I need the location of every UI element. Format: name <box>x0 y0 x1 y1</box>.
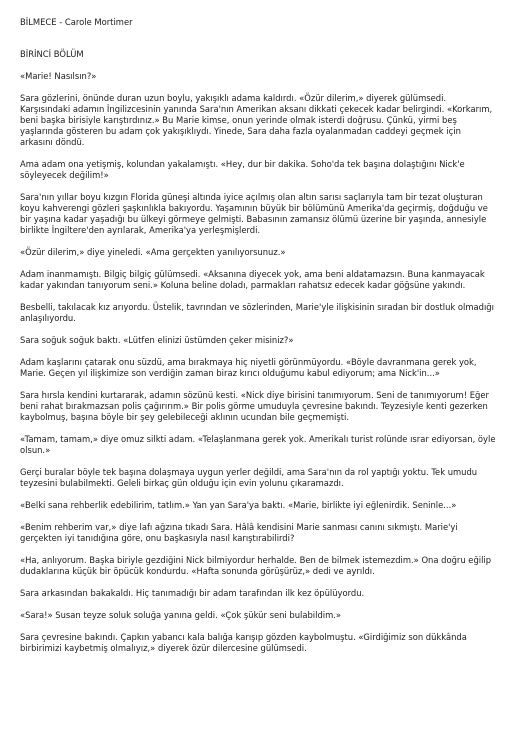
paragraph: Ama adam ona yetişmiş, kolundan yakalamıştı. «Hey, dur bir dakika. Soho'da tek başına dolaştığını Nick'e söyleyecek değilim!» <box>20 159 465 180</box>
paragraph: Sara arkasından bakakaldı. Hiç tanımadığı bir adam tarafından ilk kez öpülüyordu. <box>20 588 365 598</box>
paragraph: «Ha, anlıyorum. Başka biriyle gezdiğini Nick bilmiyordur herhalde. Ben de bilmek istemezdim.» Ona doğru eğilip dudaklarına küçük bir öpücük kondurdu. «Hafta sonunda görüşürüz,» dedi ve ayrıldı. <box>20 555 492 576</box>
chapter-body <box>20 71 496 654</box>
book-header: BİLMECE - Carole Mortimer <box>20 17 133 27</box>
paragraph: Sara çevresine bakındı. Çapkın yabancı kala balığa karışıp gözden kaybolmuştu. «Girdiğimiz son dükkânda birbirimizi kaybetmiş olmalıyız,» diyerek özür dilercesine gülümsedi. <box>20 632 467 653</box>
paragraph: «Tamam, tamam,» diye omuz silkti adam. «Telaşlanmana gerek yok. Amerikalı turist rolünde ısrar ediyorsan, öyle olsun.» <box>20 434 496 455</box>
paragraph: Sara hırsla kendini kurtararak, adamın sözünü kesti. «Nick diye birisini tanımıyorum. Seni de tanımıyorum! Eğer beni rahat bırakmazsan polis çağırırım.» Bir polis görme umuduyla çevresine bakındı. Teyzesiyle kenti gezerken kaybolmuş, başına böyle bir şey gelebileceği aklının ucundan bile geçmemişti. <box>20 390 489 422</box>
paragraph: Sara'nın yıllar boyu kızgın Florida güneşi altında iyice açılmış olan altın sarısı saçlarıyla tam bir tezat oluşturan koyu kahverengi gözleri şaşkınlıkla bakıyordu. Yaşamının büyük bir bölümünü Amerika'da geçirmiş, doğduğu ve bir yaşına kadar yaşadığı bu ülkeyi görmeye gelmişti. Babasının zamansız ölümü üzerine bir yaşında, annesiyle birlikte İngiltere'den ayrılarak, Amerika'ya yerleşmişlerdi. <box>20 192 488 235</box>
paragraph: Adam kaşlarını çatarak onu süzdü, ama bırakmaya hiç niyetli görünmüyordu. «Böyle davranmana gerek yok, Marie. Geçen yıl ilişkimize son verdiğin zaman biraz kırıcı olduğumu kabul ediyorum; ama Nick'in...» <box>20 357 477 378</box>
paragraph: «Sara!» Susan teyze soluk soluğa yanına geldi. «Çok şükür seni bulabildim.» <box>20 610 342 620</box>
paragraph: Sara soğuk soğuk baktı. «Lütfen elinizi üstümden çeker misiniz?» <box>20 335 294 345</box>
chapter-title: BİRİNCİ BÖLÜM <box>20 49 84 59</box>
paragraph: «Özür dilerim,» diye yineledi. «Ama gerçekten yanılıyorsunuz.» <box>20 247 286 257</box>
paragraph: «Benim rehberim var,» diye lafı ağzına tıkadı Sara. Hâlâ kendisini Marie sanması canını sıkmıştı. Marie'yi gerçekten iyi tanıdığına göre, onu başkasıyla nasıl karıştırabilirdi? <box>20 522 458 543</box>
paragraph: Gerçi buralar böyle tek başına dolaşmaya uygun yerler değildi, ama Sara'nın da rol yaptığı yoktu. Tek umudu teyzesini bulabilmekti. Geleli birkaç gün olduğu için evin yolunu çıkaramazdı. <box>20 467 478 488</box>
paragraph: Adam inanmamıştı. Bilgiç bilgiç gülümsedi. «Aksanına diyecek yok, ama beni aldatamazsın. Buna kanmayacak kadar yakından tanıyorum seni.» Koluna beline doladı, parmakları rahatsız edecek kadar göğsüne yakındı. <box>20 269 485 290</box>
paragraph: Sara gözlerini, önünde duran uzun boylu, yakışıklı adama kaldırdı. «Özür dilerim,» diyerek gülümsedi. Karşısındaki adamın İngilizcesinin yanında Sara'nın Amerikan aksanı dikkati çekecek kadar belirgindi. «Korkarım, beni başka birisiyle karıştırdınız.» Bu Marie kimse, onun yerinde olmak isterdi doğrusu. Çünkü, yirmi beş yaşlarında gösteren bu adam çok yakışıklıydı. Yinede, Sara daha fazla oyalanmadan caddeyi geçmek için arkasını döndü. <box>20 93 493 147</box>
paragraph: «Marie! Nasılsın?» <box>20 71 97 81</box>
paragraph: «Belki sana rehberlik edebilirim, tatlım.» Yan yan Sara'ya baktı. «Marie, birlikte iyi eğlenirdik. Seninle...» <box>20 500 457 510</box>
paragraph: Besbelli, takılacak kız arıyordu. Üstelik, tavrından ve sözlerinden, Marie'yle ilişkisinin sıradan bir dostluk olmadığı anlaşılıyordu. <box>20 302 494 323</box>
